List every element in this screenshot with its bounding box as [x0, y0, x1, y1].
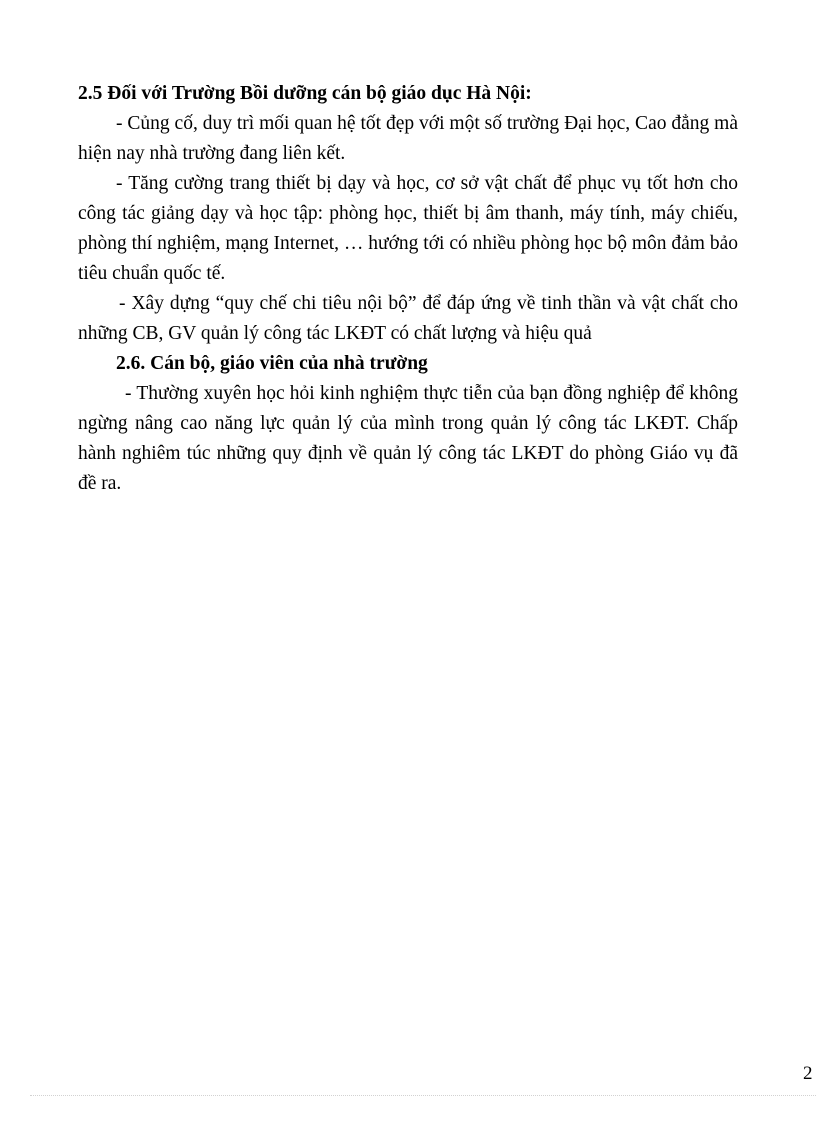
page-number: 2 [803, 1063, 813, 1084]
section-2-6-heading: 2.6. Cán bộ, giáo viên của nhà trường [116, 353, 428, 374]
section-2-5-paragraph-1: - Củng cố, duy trì mối quan hệ tốt đẹp với một số trường Đại học, Cao đẳng mà hiện nay nhà trường đang liên kết. [78, 113, 738, 164]
section-2-6-paragraph-1: - Thường xuyên học hỏi kinh nghiệm thực tiễn của bạn đồng nghiệp để không ngừng nâng cao năng lực quản lý của mình trong quản lý công tác LKĐT. Chấp hành nghiêm túc những quy định về quản lý công tác LKĐT do phòng Giáo vụ đã đề ra. [78, 383, 738, 494]
document-body [78, 79, 738, 499]
page-bottom-divider [30, 1095, 816, 1096]
section-2-5-paragraph-2: - Tăng cường trang thiết bị dạy và học, cơ sở vật chất để phục vụ tốt hơn cho công tác giảng dạy và học tập: phòng học, thiết bị âm thanh, máy tính, máy chiếu, phòng thí nghiệm, mạng Internet, … hướng tới có nhiều phòng học bộ môn đảm bảo tiêu chuẩn quốc tế. [78, 173, 738, 284]
section-2-5-paragraph-3: - Xây dựng “quy chế chi tiêu nội bộ” để đáp ứng về tinh thần và vật chất cho những CB, GV quản lý công tác LKĐT có chất lượng và hiệu quả [78, 293, 738, 344]
section-2-5-heading: 2.5 Đối với Trường Bồi dưỡng cán bộ giáo dục Hà Nội: [78, 83, 532, 104]
